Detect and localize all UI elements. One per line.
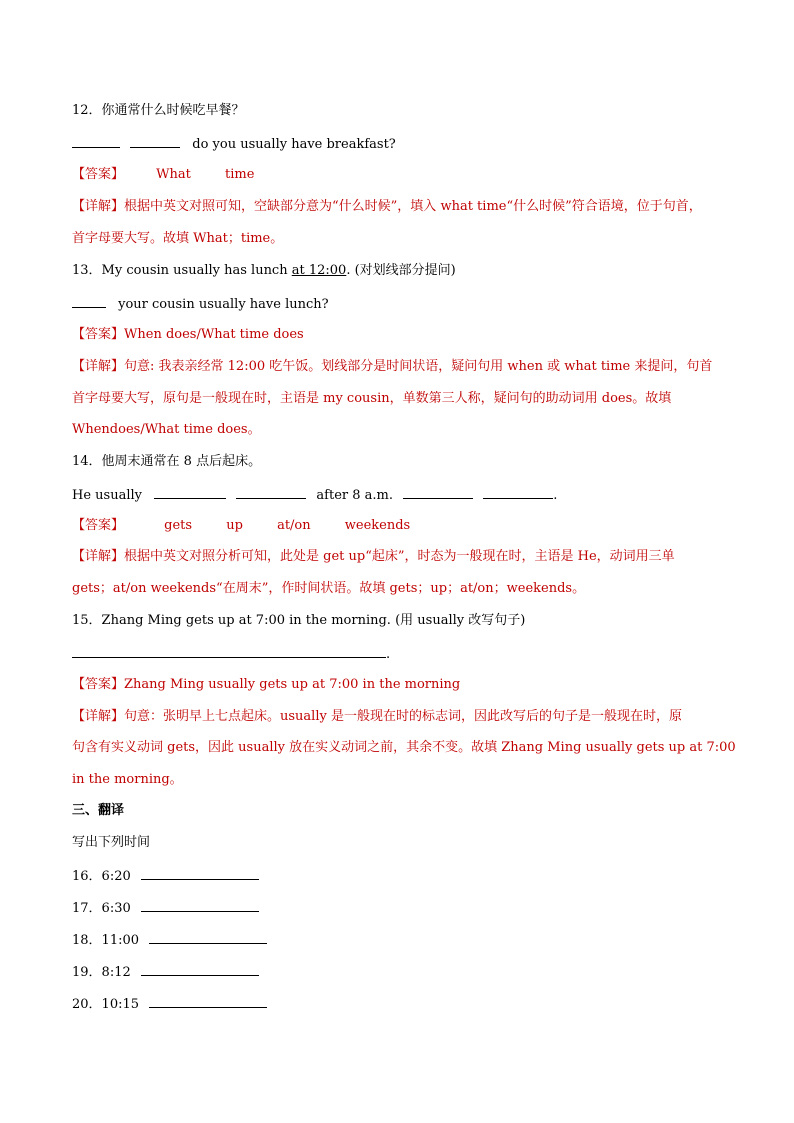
q14-blank-4[interactable] [483, 485, 553, 499]
q14-prompt [72, 453, 261, 471]
q14-explain-tag: 【详解】 [72, 549, 125, 564]
q14-answer-4: weekends [344, 518, 411, 533]
q12-explain-line-1 [72, 198, 702, 216]
q14-sentence [72, 485, 557, 505]
q14-number: 14． [72, 454, 102, 469]
q13-number: 13． [72, 263, 102, 278]
q16-item [72, 866, 259, 886]
q13-question [72, 294, 329, 314]
q15-explain-l1: 句意：张明早上七点起床。usually 是一般现在时的标志词，因此改写后的句子是一般现在时，原 [124, 709, 682, 724]
q15-number: 15． [72, 613, 102, 628]
q16-number: 16． [72, 869, 102, 884]
q19-number: 19． [72, 965, 102, 980]
q12-explain-l1a: 根据中英文对照可知，空缺部分意为“什么时候”，填入 [124, 199, 437, 214]
q20-blank[interactable] [149, 994, 267, 1008]
q14-explain-l1: 根据中英文对照分析可知，此处是 get up“起床”，时态为一般现在时，主语是 He，动词用三单 [124, 549, 675, 564]
q12-answer-2: time [225, 167, 255, 182]
q14-blank-2[interactable] [236, 485, 306, 499]
q15-answer-line [72, 644, 390, 664]
q12-prompt [72, 102, 245, 120]
q16-time: 6:20 [101, 869, 131, 884]
q13-answer-text: When does/What time does [124, 327, 304, 342]
q14-answer-2: up [226, 518, 243, 533]
q12-explain-l1b: what time“什么时候”符合语境，位于句首， [440, 199, 702, 214]
q15-answer-tag: 【答案】 [72, 677, 125, 692]
q18-time: 11:00 [101, 933, 140, 948]
q12-prompt-text: 你通常什么时候吃早餐？ [101, 103, 245, 118]
q12-blank-1[interactable] [72, 134, 120, 148]
q15-blank[interactable] [72, 644, 386, 658]
q14-sentence-b: after 8 a.m. [316, 488, 393, 503]
q13-blank[interactable] [72, 294, 106, 308]
q14-answer [72, 517, 410, 535]
q15-sentence [72, 612, 525, 630]
q19-time: 8:12 [101, 965, 131, 980]
section-3-instruction: 写出下列时间 [72, 835, 151, 850]
q14-blank-1[interactable] [154, 485, 226, 499]
q17-item [72, 898, 259, 918]
q13-explain-line-1 [72, 358, 712, 376]
q15-explain-tag: 【详解】 [72, 709, 125, 724]
q15-explain-line-2: 句含有实义动词 gets，因此 usually 放在实义动词之前，其余不变。故填 Zhang Ming usually gets up at 7:00 [72, 740, 736, 755]
q13-underlined-part: at 12:00 [291, 263, 347, 278]
q12-answer-tag: 【答案】 [72, 167, 125, 182]
q18-number: 18． [72, 933, 102, 948]
q15-answer [72, 676, 460, 694]
q12-explain-tag: 【详解】 [72, 199, 125, 214]
q15-explain-line-1 [72, 708, 682, 726]
q17-number: 17． [72, 901, 102, 916]
q14-answer-1: gets [164, 518, 193, 533]
q18-blank[interactable] [149, 930, 267, 944]
q12-number: 12． [72, 103, 102, 118]
q17-time: 6:30 [101, 901, 131, 916]
q13-explain-line-3: Whendoes/What time does。 [72, 422, 261, 437]
q14-sentence-a: He usually [72, 488, 142, 503]
q15-sentence-text: Zhang Ming gets up at 7:00 in the morning. (用 usually 改写句子) [101, 613, 526, 628]
q14-answer-3: at/on [277, 518, 311, 533]
q13-question-rest: your cousin usually have lunch? [118, 297, 329, 312]
q16-blank[interactable] [141, 866, 259, 880]
q13-answer [72, 326, 304, 344]
q14-sentence-end: . [553, 488, 558, 503]
q12-sentence [72, 134, 396, 154]
q18-item [72, 930, 267, 950]
q20-item [72, 994, 267, 1014]
q13-answer-tag: 【答案】 [72, 327, 125, 342]
q12-blank-2[interactable] [130, 134, 180, 148]
q13-sentence-a: My cousin usually has lunch [101, 263, 292, 278]
section-3-title: 三、翻译 [72, 803, 125, 818]
q14-prompt-text: 他周末通常在 8 点后起床。 [101, 454, 262, 469]
q20-number: 20． [72, 997, 102, 1012]
q15-explain-line-3: in the morning。 [72, 772, 183, 787]
q13-explain-tag: 【详解】 [72, 359, 125, 374]
q14-answer-tag: 【答案】 [72, 518, 125, 533]
q17-blank[interactable] [141, 898, 259, 912]
q14-explain-line-2: gets；at/on weekends“在周末”，作时间状语。故填 gets；up；at/on；weekends。 [72, 581, 586, 596]
q15-line-end: . [386, 647, 391, 662]
q13-explain-l1: 句意: 我表亲经常 12:00 吃午饭。划线部分是时间状语，疑问句用 when 或 what time 来提问，句首 [124, 359, 713, 374]
q12-sentence-rest: do you usually have breakfast? [192, 137, 396, 152]
q12-explain-line-2: 首字母要大写。故填 What；time。 [72, 231, 284, 246]
q13-explain-line-2: 首字母要大写，原句是一般现在时，主语是 my cousin，单数第三人称，疑问句的助动词用 does。故填 [72, 391, 672, 406]
q20-time: 10:15 [101, 997, 140, 1012]
q12-answer [72, 166, 254, 184]
q19-item [72, 962, 259, 982]
q14-explain-line-1 [72, 548, 675, 566]
q12-answer-1: What [156, 167, 191, 182]
q14-blank-3[interactable] [403, 485, 473, 499]
q15-answer-text: Zhang Ming usually gets up at 7:00 in the morning [124, 677, 461, 692]
q19-blank[interactable] [141, 962, 259, 976]
q13-sentence [72, 262, 456, 280]
q13-sentence-b: . (对划线部分提问) [346, 263, 456, 278]
